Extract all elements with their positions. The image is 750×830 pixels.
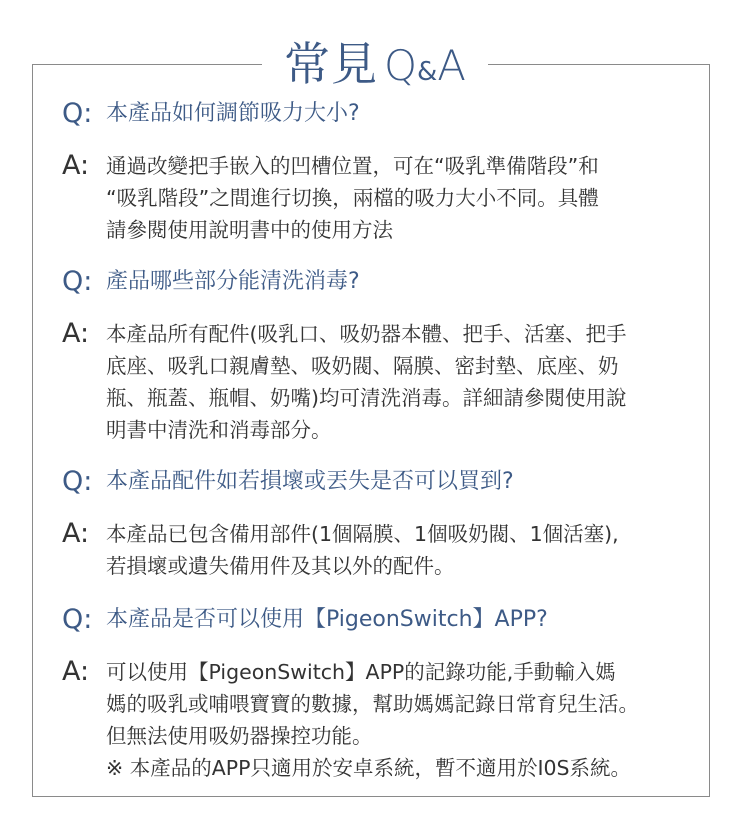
question-text: 本產品如何調節吸力大小? (106, 101, 360, 126)
answer-line: 通過改變把手嵌入的凹槽位置，可在“吸乳準備階段”和 (106, 154, 599, 178)
faq-item-4 (62, 604, 702, 784)
question-row (62, 98, 702, 130)
question-row (62, 604, 702, 636)
answer-line: 本產品所有配件(吸乳口、吸奶器本體、把手、活塞、把手 (106, 322, 627, 346)
title-a: A (437, 41, 467, 90)
faq-item-3 (62, 466, 702, 582)
answer-line: 底座、吸乳口親膚墊、吸奶閥、隔膜、密封墊、底座、奶 (106, 354, 619, 378)
answer-line: 請參閱使用說明書中的使用方法 (106, 218, 393, 242)
a-label: A: (62, 318, 90, 349)
answer-text (106, 318, 702, 446)
question-row (62, 466, 702, 498)
answer-line: 明書中清洗和消毒部分。 (106, 418, 332, 442)
q-label: Q: (62, 98, 93, 129)
title-q: Q (383, 41, 418, 90)
answer-note: ※ 本產品的APP只適用於安卓系統，暫不適用於I0S系統。 (106, 756, 632, 780)
answer-row (62, 318, 702, 446)
a-label: A: (62, 518, 90, 549)
answer-line: 媽的吸乳或哺喂寶寶的數據，幫助媽媽記錄日常育兒生活。 (106, 692, 639, 716)
a-label: A: (62, 150, 90, 181)
q-label: Q: (62, 604, 93, 635)
answer-text (106, 656, 702, 784)
answer-text (106, 150, 702, 246)
faq-item-1 (62, 98, 702, 246)
faq-list (62, 98, 702, 784)
answer-row (62, 656, 702, 784)
answer-line: 但無法使用吸奶器操控功能。 (106, 724, 373, 748)
question-text: 本產品配件如若損壞或丟失是否可以買到? (106, 469, 514, 494)
title-wrap (0, 26, 750, 96)
faq-item-2 (62, 266, 702, 446)
title-amp: & (417, 57, 438, 87)
a-label: A: (62, 656, 90, 687)
answer-line: 可以使用【PigeonSwitch】APP的記錄功能,手動輸入媽 (106, 660, 616, 684)
q-label: Q: (62, 466, 93, 497)
question-text: 本產品是否可以使用【PigeonSwitch】APP? (106, 607, 548, 632)
question-text: 產品哪些部分能清洗消毒? (106, 269, 360, 294)
answer-row (62, 150, 702, 246)
answer-text (106, 518, 702, 582)
title-main: 常見 (283, 37, 378, 91)
answer-row (62, 518, 702, 582)
q-label: Q: (62, 266, 93, 297)
answer-line: “吸乳階段”之間進行切換，兩檔的吸力大小不同。具體 (106, 186, 599, 210)
answer-line: 若損壞或遺失備用件及其以外的配件。 (106, 554, 455, 578)
answer-line: 瓶、瓶蓋、瓶帽、奶嘴)均可清洗消毒。詳細請參閱使用說 (106, 386, 627, 410)
question-row (62, 266, 702, 298)
page-title (262, 28, 488, 94)
answer-line: 本產品已包含備用部件(1個隔膜、1個吸奶閥、1個活塞), (106, 522, 619, 546)
